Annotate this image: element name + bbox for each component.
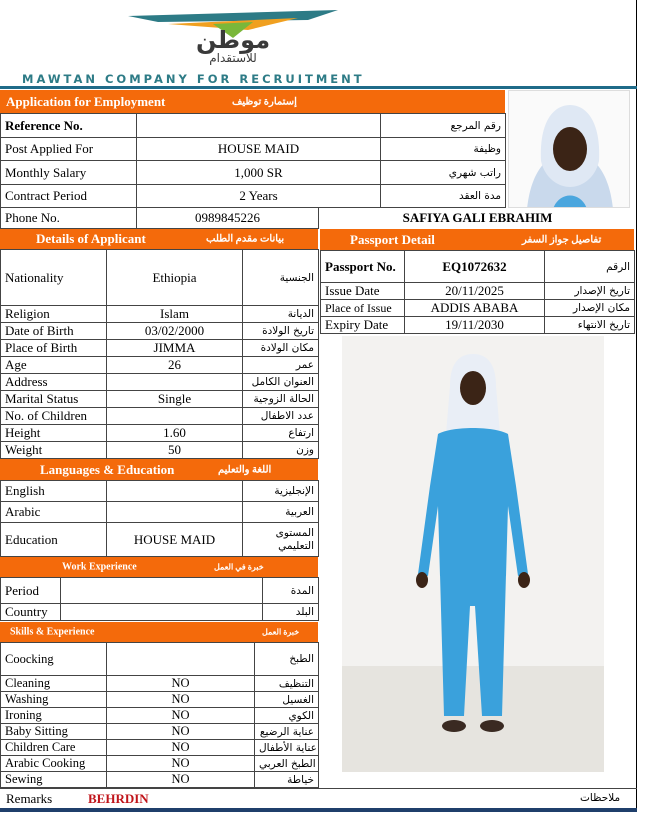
expiry-date-label-ar: تاريخ الانتهاء — [545, 317, 635, 334]
passport-table — [320, 250, 635, 334]
marital-label: Marital Status — [1, 391, 107, 408]
skill-cleaning-label: Cleaning — [1, 676, 107, 692]
table-row — [1, 708, 319, 724]
dob-label-ar: تاريخ الولادة — [243, 323, 319, 340]
passport-no-label: Passport No. — [321, 251, 405, 283]
skills-table — [0, 642, 319, 788]
arabic-label: Arabic — [1, 502, 107, 523]
table-row — [1, 740, 319, 756]
application-title-ar: إستمارة توظيف — [232, 96, 297, 107]
languages-title-ar: اللغة والتعليم — [218, 464, 272, 475]
address-label-ar: العنوان الكامل — [243, 374, 319, 391]
skill-washing-label: Washing — [1, 692, 107, 708]
languages-title: Languages & Education — [40, 461, 175, 477]
details-title-ar: بيانات مقدم الطلب — [206, 233, 285, 245]
passport-title: Passport Detail — [350, 231, 435, 247]
skills-title-bar — [0, 622, 318, 642]
skill-cooking-label: Coocking — [1, 643, 107, 676]
table-row — [1, 340, 319, 357]
passport-title-bar — [320, 229, 634, 250]
address-value — [107, 374, 243, 391]
table-row — [1, 250, 319, 306]
education-value: HOUSE MAID — [107, 523, 243, 557]
work-title-bar — [0, 557, 318, 577]
reference-label-ar: رقم المرجع — [381, 114, 506, 138]
table-row — [1, 138, 506, 161]
height-label: Height — [1, 425, 107, 442]
skill-children-care-value: NO — [107, 740, 255, 756]
age-value: 26 — [107, 357, 243, 374]
children-label-ar: عدد الاطفال — [243, 408, 319, 425]
dob-value: 03/02/2000 — [107, 323, 243, 340]
work-table — [0, 577, 319, 621]
children-value — [107, 408, 243, 425]
religion-label-ar: الديانة — [243, 306, 319, 323]
languages-title-bar — [0, 459, 318, 480]
applicant-portrait-photo — [508, 90, 630, 208]
phone-table — [0, 207, 319, 229]
table-row — [1, 161, 506, 185]
table-row — [321, 251, 635, 283]
passport-no-label-ar: الرقم — [545, 251, 635, 283]
weight-value: 50 — [107, 442, 243, 459]
skill-washing-label-ar: الغسيل — [255, 692, 319, 708]
table-row — [1, 323, 319, 340]
contract-value: 2 Years — [137, 185, 381, 208]
table-row — [1, 692, 319, 708]
details-table — [0, 249, 319, 459]
skill-ironing-label-ar: الكوي — [255, 708, 319, 724]
skill-children-care-label-ar: عناية الأطفال — [255, 740, 319, 756]
skill-cooking-value — [107, 643, 255, 676]
salary-label-ar: راتب شهري — [381, 161, 506, 185]
details-title-bar — [0, 229, 318, 249]
skill-cleaning-label-ar: التنظيف — [255, 676, 319, 692]
skill-sewing-label: Sewing — [1, 772, 107, 788]
skill-cleaning-value: NO — [107, 676, 255, 692]
age-label-ar: عمر — [243, 357, 319, 374]
application-table — [0, 113, 506, 208]
details-title: Details of Applicant — [36, 231, 146, 246]
skill-washing-value: NO — [107, 692, 255, 708]
table-row — [1, 481, 319, 502]
post-value: HOUSE MAID — [137, 138, 381, 161]
skill-children-care-label: Children Care — [1, 740, 107, 756]
nationality-label-ar: الجنسية — [243, 250, 319, 306]
arabic-label-ar: العربية — [243, 502, 319, 523]
phone-value: 0989845226 — [137, 208, 319, 229]
table-row — [321, 283, 635, 300]
languages-table — [0, 480, 319, 557]
work-title: Work Experience — [62, 561, 137, 573]
dob-label: Date of Birth — [1, 323, 107, 340]
table-row — [1, 185, 506, 208]
salary-label: Monthly Salary — [1, 161, 137, 185]
weight-label-ar: وزن — [243, 442, 319, 459]
table-row — [1, 425, 319, 442]
marital-value: Single — [107, 391, 243, 408]
header-divider — [0, 86, 637, 89]
svg-text:للاستقدام: للاستقدام — [209, 51, 257, 65]
svg-text:موطن: موطن — [195, 26, 271, 54]
company-logo — [128, 4, 338, 66]
height-label-ar: ارتفاع — [243, 425, 319, 442]
children-label: No. of Children — [1, 408, 107, 425]
application-title-bar — [0, 90, 505, 113]
contract-label-ar: مدة العقد — [381, 185, 506, 208]
address-label: Address — [1, 374, 107, 391]
pob-value: JIMMA — [107, 340, 243, 357]
table-row — [1, 114, 506, 138]
height-value: 1.60 — [107, 425, 243, 442]
education-label-ar — [243, 523, 319, 557]
skill-ironing-label: Ironing — [1, 708, 107, 724]
skill-arabic-cooking-label: Arabic Cooking — [1, 756, 107, 772]
expiry-date-label: Expiry Date — [321, 317, 405, 334]
post-label-ar: وظيفة — [381, 138, 506, 161]
education-label-ar-line2: التعليمي — [278, 539, 314, 552]
pob-label: Place of Birth — [1, 340, 107, 357]
table-row — [1, 676, 319, 692]
skill-baby-sitting-label: Baby Sitting — [1, 724, 107, 740]
phone-label: Phone No. — [1, 208, 137, 229]
english-label-ar: الإنجليزية — [243, 481, 319, 502]
country-label: Country — [1, 604, 61, 621]
table-row — [1, 604, 319, 621]
education-label: Education — [1, 523, 107, 557]
applicant-full-body-photo — [342, 336, 604, 772]
period-value — [61, 578, 263, 604]
table-row — [1, 502, 319, 523]
skill-baby-sitting-value: NO — [107, 724, 255, 740]
skills-title-ar: خبرة العمل — [262, 627, 300, 637]
post-label: Post Applied For — [1, 138, 137, 161]
marital-label-ar: الحالة الزوجية — [243, 391, 319, 408]
issue-place-label-ar: مكان الإصدار — [545, 300, 635, 317]
expiry-date-value: 19/11/2030 — [405, 317, 545, 334]
table-row — [1, 578, 319, 604]
table-row — [1, 756, 319, 772]
nationality-label: Nationality — [1, 250, 107, 306]
english-label: English — [1, 481, 107, 502]
skill-baby-sitting-label-ar: عناية الرضيع — [255, 724, 319, 740]
table-row — [1, 724, 319, 740]
table-row — [1, 306, 319, 323]
table-row — [1, 391, 319, 408]
skill-cooking-label-ar: الطبخ — [255, 643, 319, 676]
applicant-name: SAFIYA GALI EBRAHIM — [402, 210, 553, 225]
issue-date-value: 20/11/2025 — [405, 283, 545, 300]
reference-label: Reference No. — [1, 114, 137, 138]
period-label-ar: المدة — [263, 578, 319, 604]
passport-title-ar: تفاصيل جواز السفر — [522, 234, 602, 245]
salary-value: 1,000 SR — [137, 161, 381, 185]
skill-ironing-value: NO — [107, 708, 255, 724]
table-row — [1, 772, 319, 788]
passport-no-value: EQ1072632 — [405, 251, 545, 283]
company-name: MAWTAN COMPANY FOR RECRUITMENT — [22, 72, 365, 86]
table-row — [1, 442, 319, 459]
period-label: Period — [1, 578, 61, 604]
age-label: Age — [1, 357, 107, 374]
table-row — [1, 357, 319, 374]
issue-date-label-ar: تاريخ الإصدار — [545, 283, 635, 300]
issue-place-value: ADDIS ABABA — [405, 300, 545, 317]
skill-sewing-label-ar: خياطة — [255, 772, 319, 788]
country-value — [61, 604, 263, 621]
table-row — [321, 317, 635, 334]
application-title: Application for Employment — [6, 93, 166, 109]
remarks-label-ar: ملاحظات — [580, 792, 621, 804]
english-value — [107, 481, 243, 502]
skills-title: Skills & Experience — [10, 626, 95, 638]
remarks-label: Remarks — [6, 791, 53, 806]
weight-label: Weight — [1, 442, 107, 459]
education-label-ar-line1: المستوى — [275, 526, 314, 539]
issue-place-label: Place of Issue — [321, 300, 405, 317]
religion-label: Religion — [1, 306, 107, 323]
table-row — [321, 300, 635, 317]
reference-value — [137, 114, 381, 138]
footer-divider — [0, 808, 637, 812]
remarks-row — [0, 788, 637, 808]
table-row — [1, 408, 319, 425]
work-title-ar: خبرة في العمل — [214, 562, 264, 572]
skill-arabic-cooking-label-ar: الطبخ العربي — [255, 756, 319, 772]
table-row — [1, 643, 319, 676]
contract-label: Contract Period — [1, 185, 137, 208]
country-label-ar: البلد — [263, 604, 319, 621]
skill-sewing-value: NO — [107, 772, 255, 788]
arabic-value — [107, 502, 243, 523]
skill-arabic-cooking-value: NO — [107, 756, 255, 772]
table-row — [1, 374, 319, 391]
remarks-value: BEHRDIN — [88, 791, 149, 806]
religion-value: Islam — [107, 306, 243, 323]
table-row — [1, 523, 319, 557]
issue-date-label: Issue Date — [321, 283, 405, 300]
nationality-value: Ethiopia — [107, 250, 243, 306]
pob-label-ar: مكان الولادة — [243, 340, 319, 357]
